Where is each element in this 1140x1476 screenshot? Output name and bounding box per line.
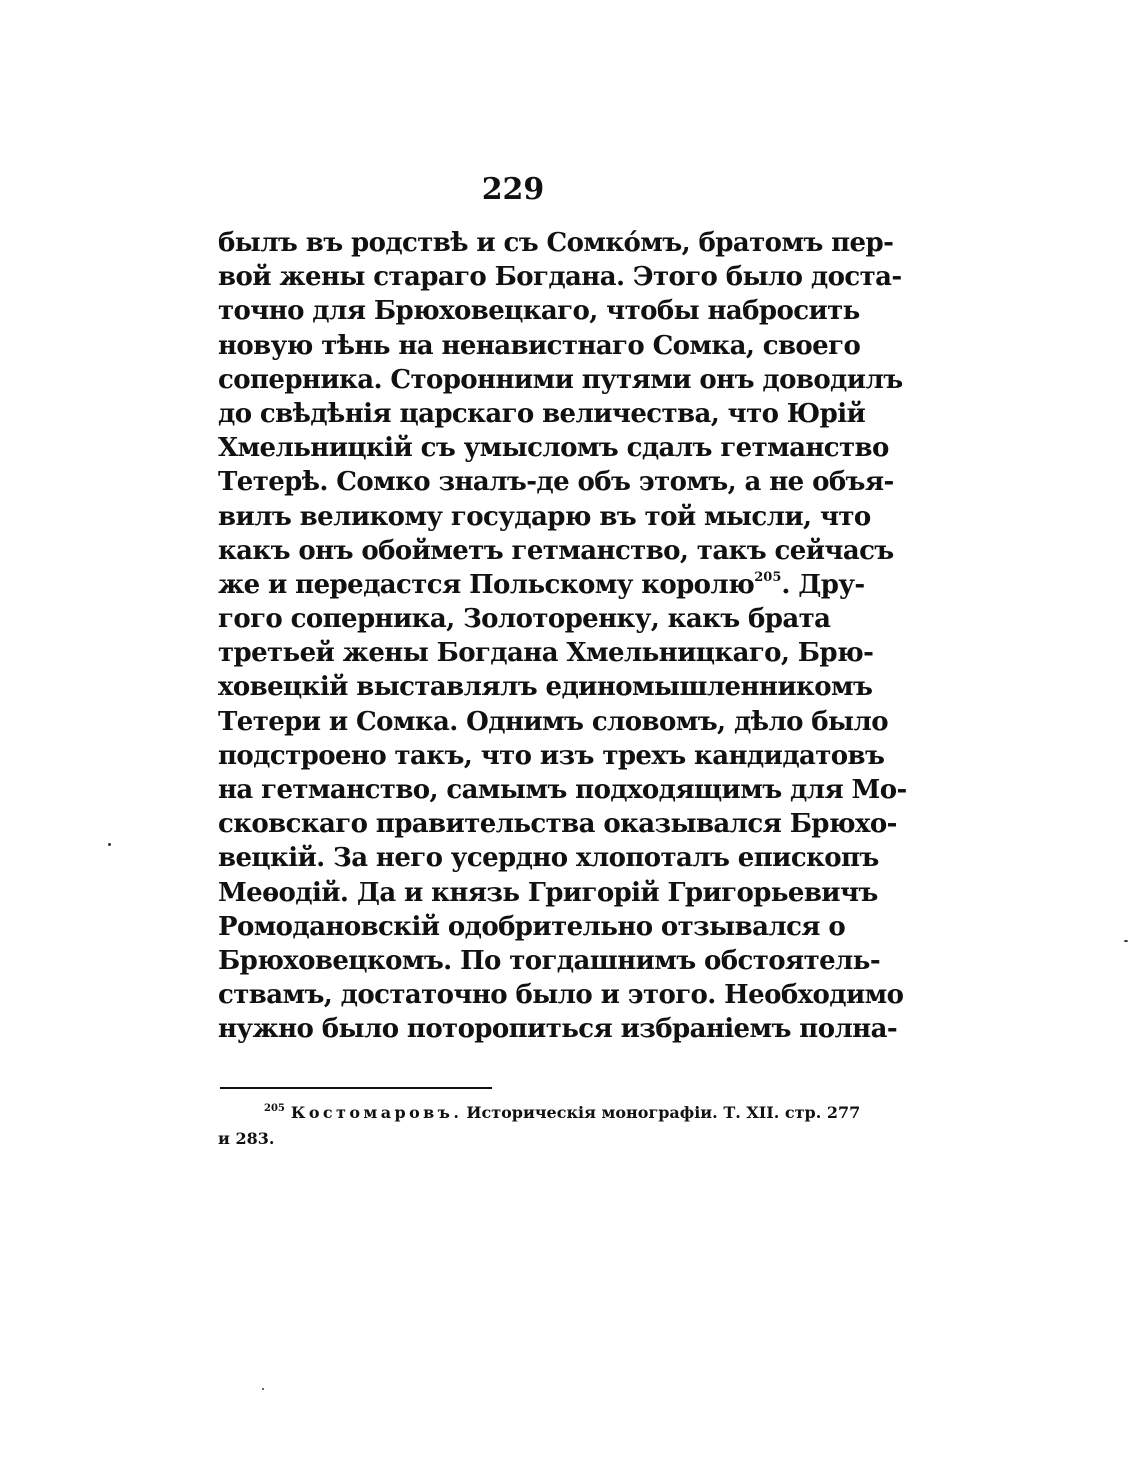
text-line: вилъ великому государю въ той мысли, что — [218, 501, 871, 532]
text-line: вецкій. За него усердно хлопоталъ епископъ — [218, 843, 879, 874]
footnote-citation: Историческія монографіи. Т. XII. стр. 277 — [466, 1103, 861, 1122]
footnote — [218, 1100, 861, 1152]
scan-speck — [1124, 940, 1128, 942]
text-line: новую тѣнь на ненавистнаго Сомка, своего — [218, 330, 861, 361]
text-line: нужно было поторопиться избраніемъ полна- — [218, 1014, 898, 1045]
text-line: гого соперника, Золоторенку, какъ брата — [218, 604, 831, 635]
text-line: третьей жены Богдана Хмельницкаго, Брю- — [218, 638, 874, 669]
text-line: сковскаго правительства оказывался Брюхо- — [218, 809, 897, 840]
text-line: на гетманство, самымъ подходящимъ для Мо- — [218, 775, 907, 805]
text-line: Хмельницкій съ умысломъ сдалъ гетманство — [218, 433, 889, 464]
text-line: ствамъ, достаточно было и этого. Необходимо — [218, 980, 904, 1011]
text-line-with-footnote-ref — [218, 568, 865, 602]
text-line: Меѳодій. Да и князь Григорій Григорьевичъ — [218, 877, 878, 908]
footnote-ref-link[interactable]: 205 — [754, 569, 782, 585]
text-line: Ромодановскій одобрительно отзывался о — [218, 911, 846, 942]
footnote-line — [218, 1100, 861, 1126]
text-segment: же и передастся Польскому королю — [218, 569, 755, 600]
footnote-line: и 283. — [218, 1129, 275, 1148]
text-line: точно для Брюховецкаго, чтобы набросить — [218, 296, 860, 327]
body-text — [218, 226, 907, 1047]
footnote-author: Костомаровъ. — [290, 1103, 463, 1122]
scan-speck — [262, 1388, 264, 1390]
text-line: какъ онъ обойметъ гетманство, такъ сейчасъ — [218, 535, 894, 566]
text-line: подстроено такъ, что изъ трехъ кандидатовъ — [218, 740, 885, 771]
footnote-mark: 205 — [264, 1103, 285, 1114]
text-line: Брюховецкомъ. По тогдашнимъ обстоятель- — [218, 945, 881, 976]
scan-speck — [108, 843, 111, 846]
text-line: былъ въ родствѣ и съ Сомкóмъ, братомъ пер- — [218, 228, 894, 258]
page-number: 229 — [481, 172, 545, 207]
footnote-separator — [220, 1087, 492, 1089]
text-line: вой жены стараго Богдана. Этого было доста- — [218, 262, 902, 293]
text-line: Тетерѣ. Сомко зналъ-де объ этомъ, а не объя- — [218, 467, 894, 498]
text-line: до свѣдѣнія царскаго величества, что Юрій — [218, 398, 866, 429]
text-segment: . Дру- — [781, 569, 865, 600]
text-line: Тетери и Сомка. Однимъ словомъ, дѣло было — [218, 706, 888, 737]
text-line: соперника. Сторонними путями онъ доводилъ — [218, 364, 903, 395]
text-line: ховецкій выставлялъ единомышленникомъ — [218, 672, 873, 703]
